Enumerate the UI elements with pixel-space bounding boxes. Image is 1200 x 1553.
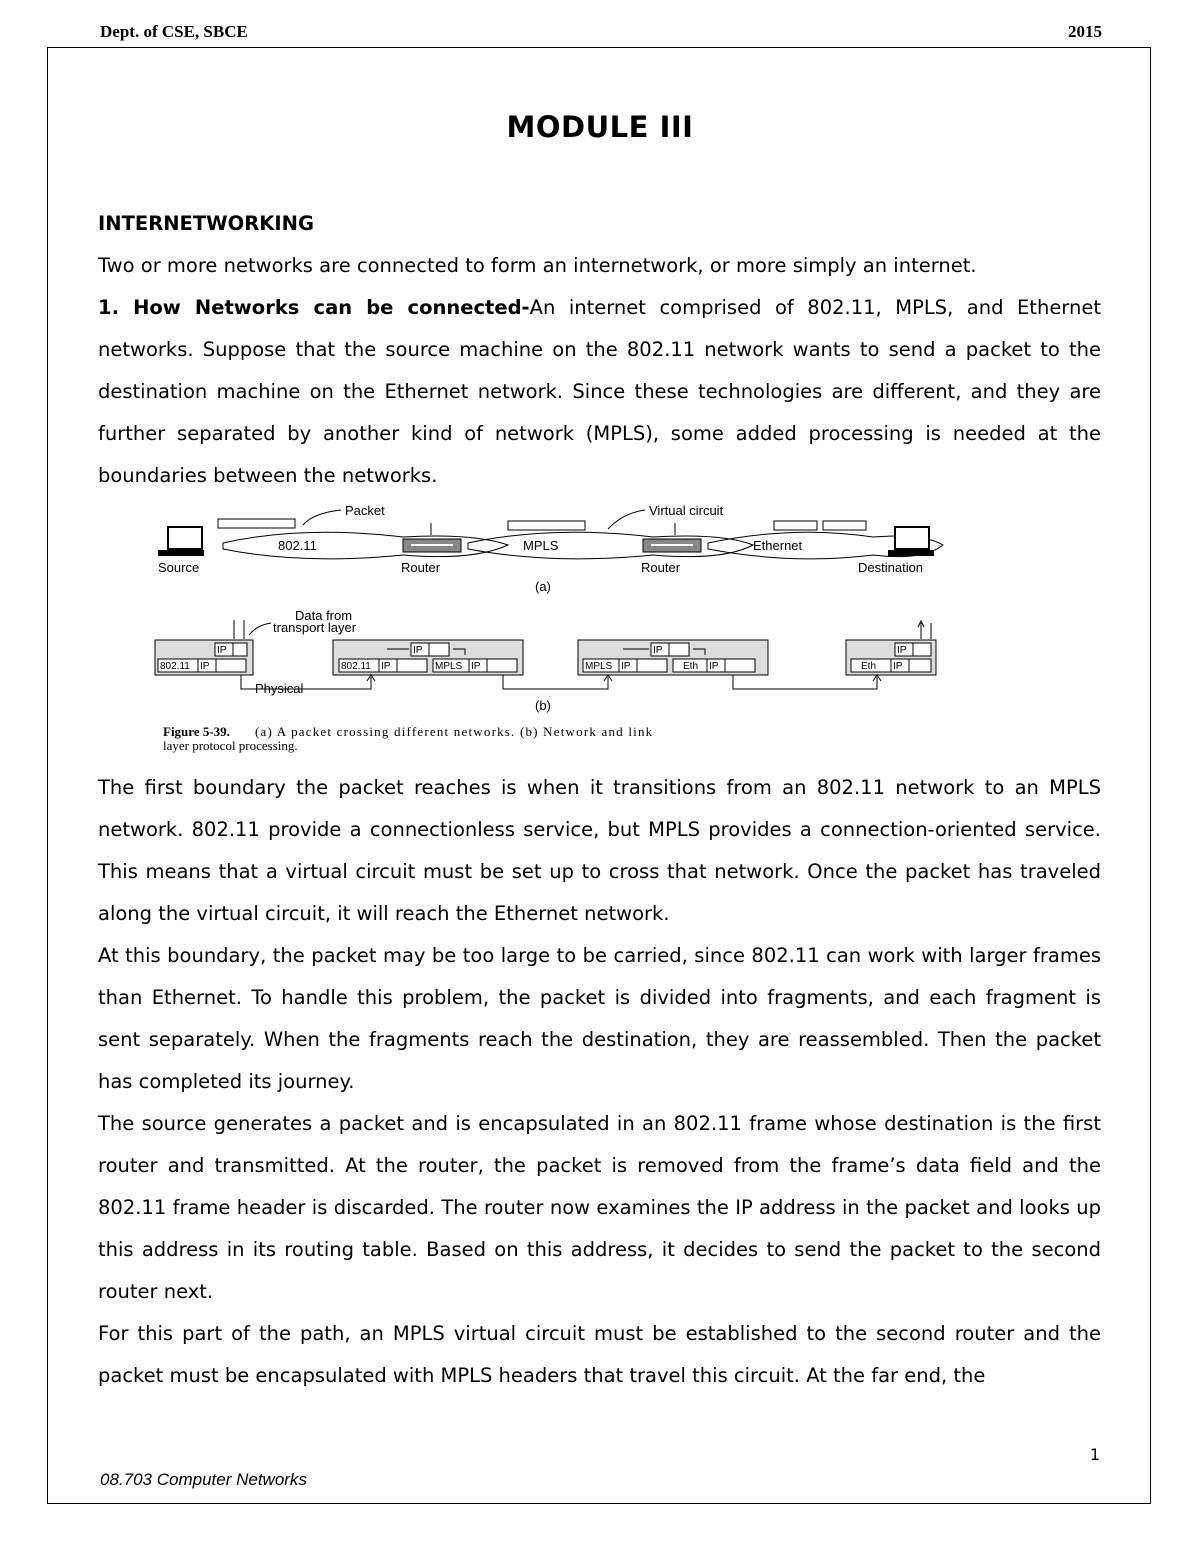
r1-ip-label: IP (413, 645, 423, 656)
part-a-label: (a) (535, 579, 551, 594)
point-1-lead: 1. How Networks can be connected- (98, 296, 530, 319)
figure-caption-number: Figure 5-39. (163, 724, 230, 739)
destination-label: Destination (858, 560, 924, 575)
protocol-stack-router-1 (333, 640, 523, 675)
packet-label: Packet (345, 505, 385, 518)
body-paragraph: The source generates a packet and is encapsulated in an 802.11 frame whose destination is the first router and transmitted. At the router, the packet is removed from the frame’s data field and the 802.11 frame header is discarded. The router now examines the IP address in the packet and looks up this address in its routing table. Based on this address, it decides to send the packet to the second router next. (98, 1112, 1101, 1303)
src-ip-inner-label: IP (200, 661, 210, 672)
source-computer-icon (158, 527, 204, 556)
point-1-text: An internet comprised of 802.11, MPLS, and Ethernet networks. Suppose that the source machine on the 802.11 network wants to send a packet to the destination machine on the Ethernet network. Since these technologies are different, and they are further separated by another kind of network (MPLS), some added processing is needed at the boundaries between the networks. (98, 296, 1101, 487)
physical-link-3 (733, 675, 877, 689)
intro-paragraph: Two or more networks are connected to form an internetwork, or more simply an internet. (98, 254, 977, 277)
vc-pointer (608, 510, 645, 529)
router-2-label: Router (641, 560, 681, 575)
packet-box-2 (508, 521, 585, 530)
r1-ip-b-label: IP (471, 661, 481, 672)
r2-mpls-label: MPLS (585, 661, 613, 672)
part-b-label: (b) (535, 698, 551, 713)
virtual-circuit-label: Virtual circuit (649, 505, 724, 518)
src-ip-label: IP (217, 645, 227, 656)
r2-ip-b-label: IP (709, 661, 719, 672)
page-title: MODULE III (506, 110, 694, 144)
network-80211-label: 802.11 (278, 538, 317, 553)
footer-course: 08.703 Computer Networks (100, 1470, 307, 1489)
dst-ip-inner-label: IP (893, 661, 903, 672)
protocol-stack-router-2 (578, 640, 768, 675)
cloud-mpls (468, 532, 753, 559)
page-body (98, 203, 1101, 1397)
router-1-icon (403, 539, 461, 552)
physical-link-2 (503, 675, 608, 689)
packet-box-1 (218, 519, 295, 528)
packet-box-3 (774, 521, 817, 530)
destination-computer-icon (888, 527, 934, 556)
protocol-stack-destination (846, 621, 936, 675)
body-paragraph: For this part of the path, an MPLS virtual circuit must be established to the second router and the packet must be encapsulated with MPLS headers that travel this circuit. At the far end, the (98, 1322, 1101, 1387)
dst-eth-label: Eth (861, 661, 877, 672)
router-1-label: Router (401, 560, 441, 575)
page-number: 1 (1089, 1445, 1100, 1464)
r1-mpls-label: MPLS (435, 661, 463, 672)
network-figure (153, 505, 973, 757)
cloud-80211 (223, 532, 508, 559)
point-1-paragraph (98, 287, 1101, 497)
section-heading: INTERNETWORKING (98, 212, 314, 235)
body-paragraph: The first boundary the packet reaches is when it transitions from an 802.11 network to an MPLS network. 802.11 provide a connectionless service, but MPLS provides a connection-oriented service. This means that a virtual circuit must be set up to cross that network. Once the packet has traveled along the virtual circuit, it will reach the Ethernet network. (98, 776, 1101, 925)
protocol-stack-source (155, 640, 253, 675)
body-paragraph: At this boundary, the packet may be too large to be carried, since 802.11 can work with larger frames than Ethernet. To handle this problem, the packet is divided into fragments, and each fragment is sent separately. When the fragments reach the destination, they are reassembled. Then the packet has completed its journey. (98, 944, 1101, 1093)
packet-pointer (303, 510, 341, 525)
figure-part-a (158, 505, 943, 594)
network-mpls-label: MPLS (523, 538, 559, 553)
header-department: Dept. of CSE, SBCE (100, 22, 248, 41)
r2-ip-label: IP (653, 645, 663, 656)
r1-ip-a-label: IP (381, 661, 391, 672)
r1-80211-label: 802.11 (341, 661, 371, 672)
src-80211-label: 802.11 (160, 661, 190, 672)
packet-box-4 (823, 521, 866, 530)
data-from-label: Data from (295, 608, 353, 623)
source-label: Source (158, 560, 200, 575)
dst-ip-label: IP (897, 645, 907, 656)
figure-caption-line-1: (a) A packet crossing different networks. (b) Network and link (255, 724, 654, 739)
header-year: 2015 (1068, 22, 1102, 41)
transport-layer-label: transport layer (273, 620, 357, 635)
network-ethernet-label: Ethernet (753, 538, 803, 553)
physical-label: Physical (255, 681, 304, 696)
r2-ip-a-label: IP (621, 661, 631, 672)
router-2-icon (643, 539, 701, 552)
figure-part-b (155, 608, 936, 713)
figure-caption-line-2: layer protocol processing. (163, 738, 298, 753)
r2-eth-label: Eth (683, 661, 699, 672)
